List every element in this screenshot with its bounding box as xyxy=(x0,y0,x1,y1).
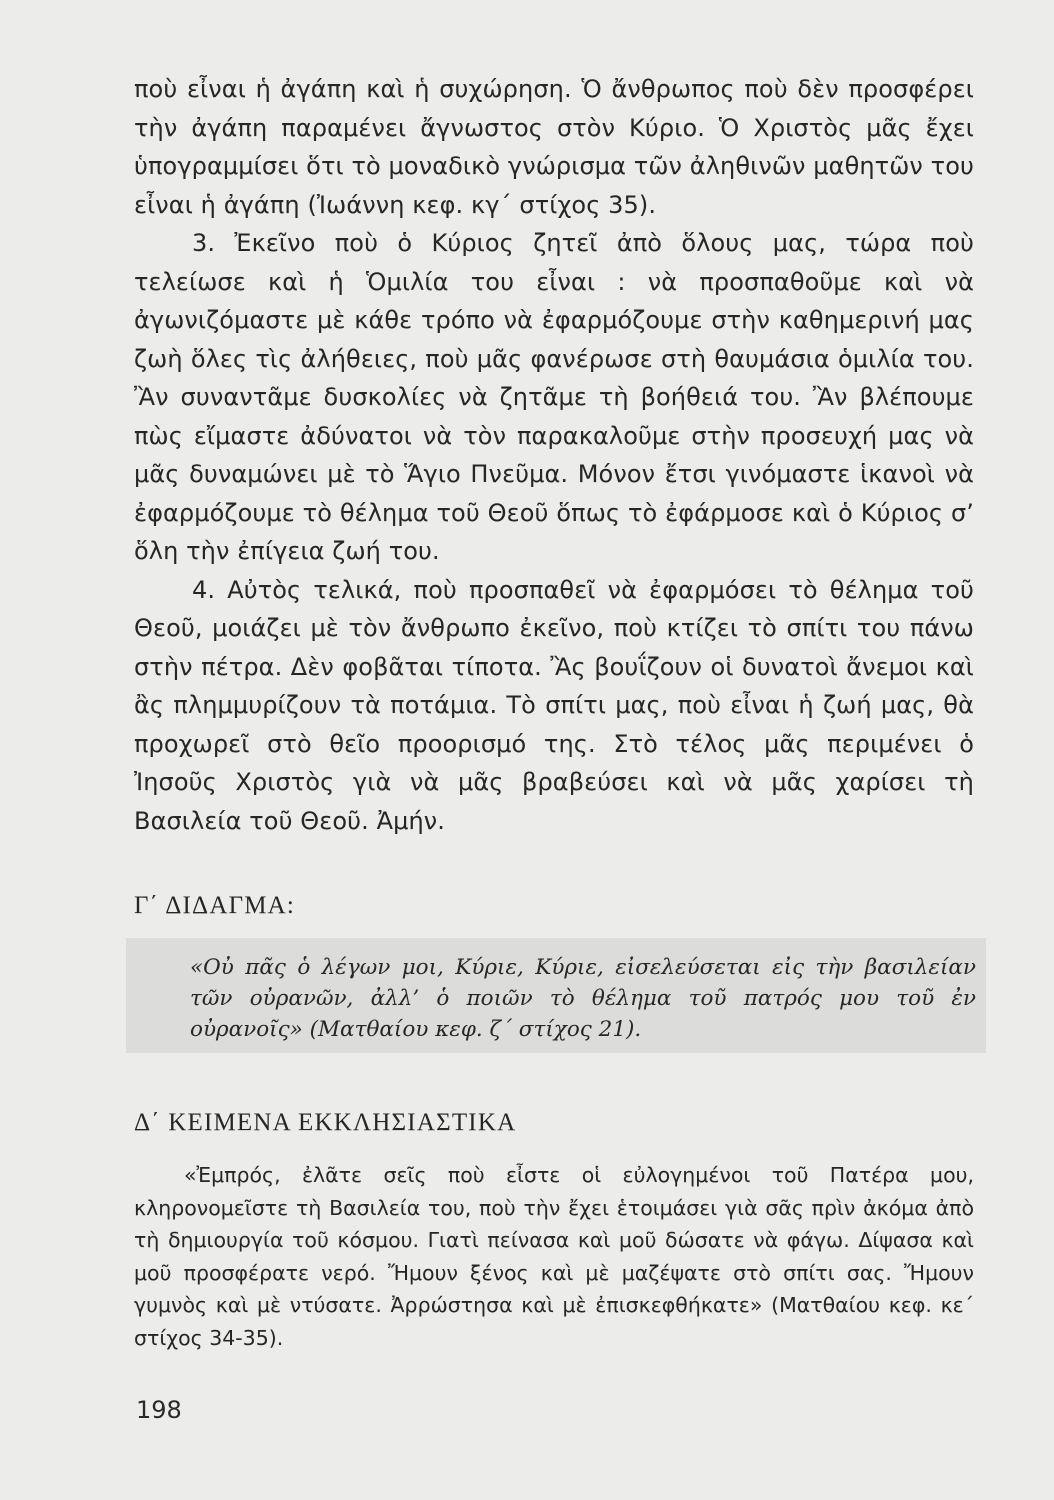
paragraph-love: ποὺ εἶναι ἡ ἀγάπη καὶ ἡ συχώρηση. Ὁ ἄνθρωπος ποὺ δὲν προσφέρει τὴν ἀγάπη παραμένει ἄγνωστος στὸν Κύριο. Ὁ Χριστὸς μᾶς ἔχει ὑπογραμμίσει ὅτι τὸ μοναδικὸ γνώρισμα τῶν ἀληθινῶν μαθητῶν του εἶναι ἡ ἀγάπη (Ἰωάννη κεφ. κγ΄ στίχος 35). xyxy=(134,75,974,219)
paragraph-3: 3. Ἐκεῖνο ποὺ ὁ Κύριος ζητεῖ ἀπὸ ὅλους μας, τώρα ποὺ τελείωσε καὶ ἡ Ὁμιλία του εἶναι : νὰ προσπαθοῦμε καὶ νὰ ἀγωνιζόμαστε μὲ κάθε τρόπο νὰ ἐφαρμόζουμε στὴν καθημερινή μας ζωὴ ὅλες τὶς ἀλήθειες, ποὺ μᾶς φανέρωσε στὴ θαυμάσια ὁμιλία του. Ἂν συναντᾶμε δυσκολίες νὰ ζητᾶμε τὴ βοήθειά του. Ἂν βλέπουμε πὼς εἴμαστε ἀδύνατοι νὰ τὸν παρακαλοῦμε στὴν προσευχή μας νὰ μᾶς δυναμώνει μὲ τὸ Ἅγιο Πνεῦμα. Μόνον ἔτσι γινόμαστε ἱκανοὶ νὰ ἐφαρμόζουμε τὸ θέλημα τοῦ Θεοῦ ὅπως τὸ ἐφάρμοσε καὶ ὁ Κύριος σ’ ὅλη τὴν ἐπίγεια ζωή του. xyxy=(134,229,974,565)
paragraph-4: 4. Αὐτὸς τελικά, ποὺ προσπαθεῖ νὰ ἐφαρμόσει τὸ θέλημα τοῦ Θεοῦ, μοιάζει μὲ τὸν ἄνθρωπο ἐκεῖνο, ποὺ κτίζει τὸ σπίτι του πάνω στὴν πέτρα. Δὲν φοβᾶται τίποτα. Ἂς βουΐζουν οἱ δυνατοὶ ἄνεμοι καὶ ἂς πλημμυρίζουν τὰ ποτάμια. Τὸ σπίτι μας, ποὺ εἶναι ἡ ζωή μας, θὰ προχωρεῖ στὸ θεῖο προορισμό της. Στὸ τέλος μᾶς περιμένει ὁ Ἰησοῦς Χριστὸς γιὰ νὰ μᾶς βραβεύσει καὶ νὰ μᾶς χαρίσει τὴ Βασιλεία τοῦ Θεοῦ. Ἀμήν. xyxy=(134,575,974,835)
page-number: 198 xyxy=(136,1396,182,1424)
page-content xyxy=(134,70,974,1354)
church-text: «Ἐμπρός, ἐλᾶτε σεῖς ποὺ εἶστε οἱ εὐλογημένοι τοῦ Πατέρα μου, κληρονομεῖστε τὴ Βασιλεία του, ποὺ τὴν ἔχει ἑτοιμάσει γιὰ σᾶς πρὶν ἀκόμα ἀπὸ τὴ δημιουργία τοῦ κόσμου. Γιατὶ πείνασα καὶ μοῦ δώσατε νὰ φάγω. Δίψασα καὶ μοῦ προσφέρατε νερό. Ἤμουν ξένος καὶ μὲ μαζέψατε στὸ σπίτι σας. Ἤμουν γυμνὸς καὶ μὲ ντύσατε. Ἀρρώστησα καὶ μὲ ἐπισκεφθήκατε» (Ματθαίου κεφ. κε΄ στίχος 34-35). xyxy=(134,1163,974,1350)
quote-box xyxy=(126,938,986,1053)
scripture-quote: «Οὐ πᾶς ὁ λέγων μοι, Κύριε, Κύριε, εἰσελεύσεται εἰς τὴν βασιλείαν τῶν οὐρανῶν, ἀλλ’ ὁ ποιῶν τὸ θέλημα τοῦ πατρός μου τοῦ ἐν οὐρανοῖς» (Ματθαίου κεφ. ζ΄ στίχος 21). xyxy=(190,955,976,1042)
section-g-heading: Γ΄ ΔΙΔΑΓΜΑ: xyxy=(134,892,296,919)
section-d-heading: Δ΄ ΚΕΙΜΕΝΑ ΕΚΚΛΗΣΙΑΣΤΙΚΑ xyxy=(134,1109,517,1136)
